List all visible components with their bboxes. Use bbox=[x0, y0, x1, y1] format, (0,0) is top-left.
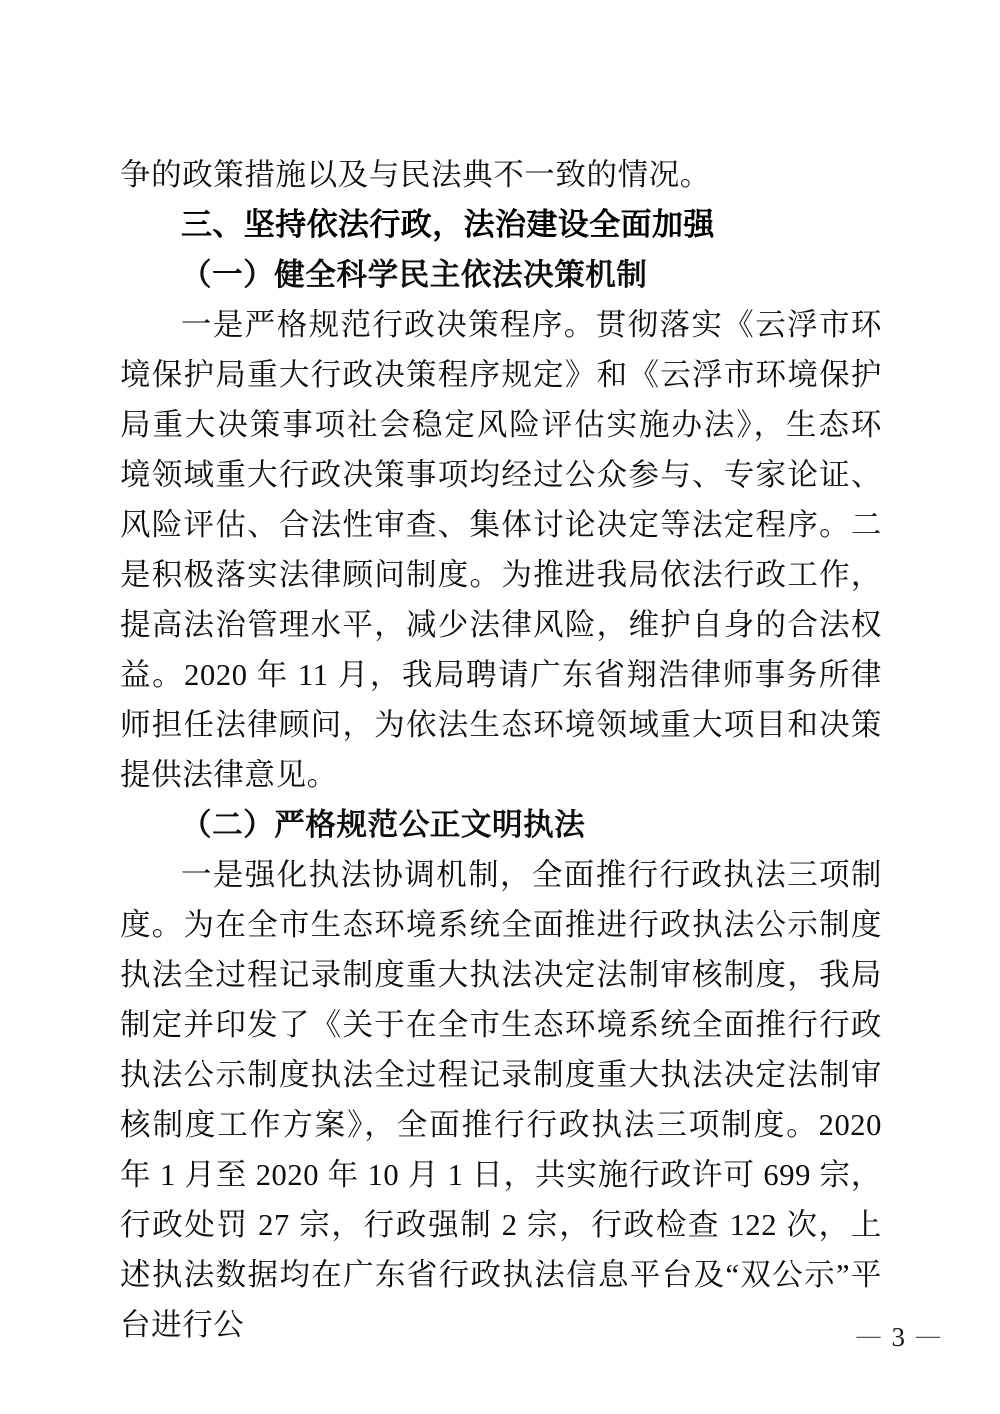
page-number: 3 bbox=[891, 1322, 907, 1352]
page-content bbox=[120, 150, 882, 1350]
subsection-heading-two: （二）严格规范公正文明执法 bbox=[181, 808, 586, 842]
paragraph-law-enforcement: 一是强化执法协调机制，全面推行行政执法三项制度。为在全市生态环境系统全面推进行政执法公示制度执法全过程记录制度重大执法决定法制审核制度，我局制定并印发了《关于在全市生态环境系统全面推行行政执法公示制度执法全过程记录制度重大执法决定法制审核制度工作方案》，全面推行行政执法三项制度。2020 年 1 月至 2020 年 10 月 1 日，共实施行政许可 699 宗，行政处罚 27 宗，行政强制 2 宗，行政检查 122 次，上述执法数据均在广东省行政执法信息平台及“双公示”平台进行公 bbox=[120, 858, 882, 1342]
subsection-heading-one: （一）健全科学民主依法决策机制 bbox=[181, 258, 648, 292]
page-footer bbox=[0, 1322, 942, 1353]
footer-dash-left: — bbox=[856, 1323, 883, 1349]
paragraph-decision-mechanism: 一是严格规范行政决策程序。贯彻落实《云浮市环境保护局重大行政决策程序规定》和《云浮市环境保护局重大决策事项社会稳定风险评估实施办法》，生态环境领域重大行政决策事项均经过公众参与、专家论证、风险评估、合法性审查、集体讨论决定等法定程序。二是积极落实法律顾问制度。为推进我局依法行政工作，提高法治管理水平，减少法律风险，维护自身的合法权益。2020 年 11 月，我局聘请广东省翔浩律师事务所律师担任法律顾问，为依法生态环境领域重大项目和决策提供法律意见。 bbox=[120, 308, 882, 792]
footer-dash-right: — bbox=[916, 1323, 942, 1349]
section-heading-three: 三、坚持依法行政，法治建设全面加强 bbox=[181, 207, 715, 242]
paragraph-continuation: 争的政策措施以及与民法典不一致的情况。 bbox=[120, 158, 711, 192]
